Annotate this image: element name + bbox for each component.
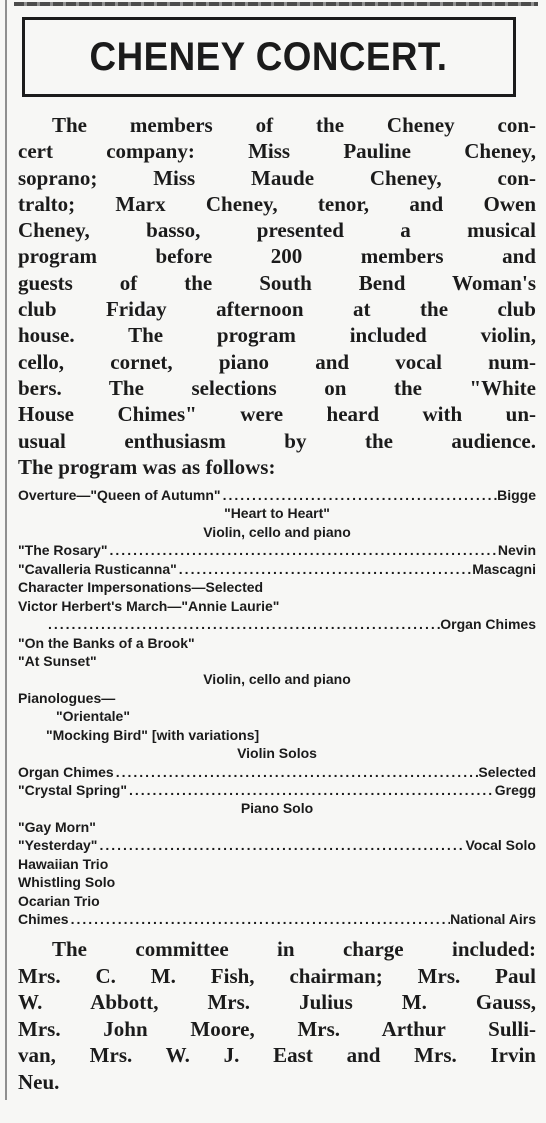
program-row — [18, 560, 536, 578]
program-composer: Mascagni — [472, 560, 536, 577]
program-item: "Cavalleria Rusticanna" — [18, 560, 177, 577]
intro-line: club Friday afternoon at the club — [18, 297, 536, 322]
leader-dots — [221, 486, 498, 504]
closing-paragraph — [18, 936, 536, 1095]
closing-line: Neu. — [18, 1069, 60, 1094]
intro-line: program before 200 members and — [18, 244, 536, 269]
program-row — [18, 892, 536, 910]
program-item: Whistling Solo — [18, 874, 116, 891]
program-item: Chimes — [18, 911, 69, 928]
intro-line: bers. The selections on the "White — [18, 375, 536, 400]
program-row — [18, 634, 536, 652]
program-row — [18, 818, 536, 836]
leader-dots — [114, 763, 479, 781]
program-composer: Nevin — [497, 542, 536, 559]
leader-dots — [69, 910, 451, 928]
program-row — [18, 670, 536, 688]
program-item: Overture—"Queen of Autumn" — [18, 487, 221, 503]
program-row — [18, 486, 536, 504]
program-item: "Heart to Heart" — [224, 505, 330, 522]
program-note: Violin, cello and piano — [203, 671, 351, 688]
program-composer: Gregg — [494, 782, 536, 798]
program-note: National Airs — [450, 911, 536, 928]
intro-line: House Chimes" were heard with un- — [18, 402, 536, 427]
program-note: Violin, cello and piano — [203, 523, 351, 540]
program-row — [18, 707, 536, 725]
leader-dots — [127, 781, 495, 799]
program-item: "On the Banks of a Brook" — [18, 634, 195, 651]
program-item: Victor Herbert's March—"Annie Laurie" — [18, 597, 280, 614]
intro-line: house. The program included violin, — [18, 323, 536, 348]
program-item: Pianologues— — [18, 689, 116, 706]
program-item: "Yesterday" — [18, 837, 98, 854]
program-item: Hawaiian Trio — [18, 855, 109, 872]
program-note: Vocal Solo — [465, 837, 536, 854]
intro-line: usual enthusiasm by the audience. — [18, 428, 536, 453]
program-item: "Gay Morn" — [18, 818, 96, 835]
intro-line: tralto; Marx Cheney, tenor, and Owen — [18, 191, 536, 216]
program-performer: Organ Chimes — [440, 616, 536, 633]
intro-line: The program was as follows: — [18, 454, 276, 479]
intro-line: cert company: Miss Pauline Cheney, — [18, 139, 536, 164]
leader-dots — [97, 836, 465, 854]
program-composer: Bigge — [497, 487, 536, 503]
intro-line: The members of the Cheney con- — [52, 113, 536, 137]
program-row — [18, 726, 536, 744]
program-row — [18, 578, 536, 596]
column-rule — [5, 0, 7, 1100]
program-row — [18, 652, 536, 670]
leader-dots — [177, 560, 472, 578]
program-row — [18, 689, 536, 707]
intro-line: soprano; Miss Maude Cheney, con- — [18, 165, 536, 190]
headline-box — [22, 17, 516, 97]
program-note: Piano Solo — [240, 800, 314, 817]
program-item: "Mocking Bird" [with variations] — [46, 726, 260, 743]
program-row — [18, 744, 536, 762]
program-row — [18, 523, 536, 541]
closing-line: The committee in charge included: — [52, 937, 536, 961]
program-row — [18, 873, 536, 891]
closing-line: W. Abbott, Mrs. Julius M. Gauss, — [18, 990, 536, 1014]
program-item: "Orientale" — [56, 708, 130, 725]
program-item: Character Impersonations—Selected — [18, 579, 264, 596]
headline: CHENEY CONCERT. — [90, 34, 448, 79]
leader-dots — [108, 541, 498, 559]
intro-line: cello, cornet, piano and vocal num- — [18, 349, 536, 374]
program-row — [18, 615, 536, 633]
program-row — [18, 504, 536, 522]
program-row — [18, 855, 536, 873]
closing-line: Mrs. John Moore, Mrs. Arthur Sulli- — [18, 1016, 536, 1041]
program-row — [18, 597, 536, 615]
program-item: "At Sunset" — [18, 652, 97, 669]
program-row — [18, 541, 536, 559]
program-row — [18, 799, 536, 817]
program-item: Organ Chimes — [18, 763, 114, 780]
program-item: "Crystal Spring" — [18, 782, 127, 798]
program-row — [18, 781, 536, 799]
closing-line: Mrs. C. M. Fish, chairman; Mrs. Paul — [18, 963, 536, 988]
program-row — [18, 910, 536, 928]
intro-line: guests of the South Bend Woman's — [18, 270, 536, 295]
program-composer: Selected — [478, 763, 536, 780]
program-list — [18, 486, 536, 929]
program-row — [18, 836, 536, 854]
top-rule — [14, 2, 538, 6]
program-note: Violin Solos — [237, 745, 317, 762]
leader-dots — [18, 615, 440, 633]
closing-line: van, Mrs. W. J. East and Mrs. Irvin — [18, 1043, 536, 1067]
intro-paragraph — [18, 112, 536, 480]
intro-line: Cheney, basso, presented a musical — [18, 218, 536, 243]
program-item: "The Rosary" — [18, 542, 108, 559]
program-row — [18, 763, 536, 781]
program-item: Ocarian Trio — [18, 892, 100, 909]
